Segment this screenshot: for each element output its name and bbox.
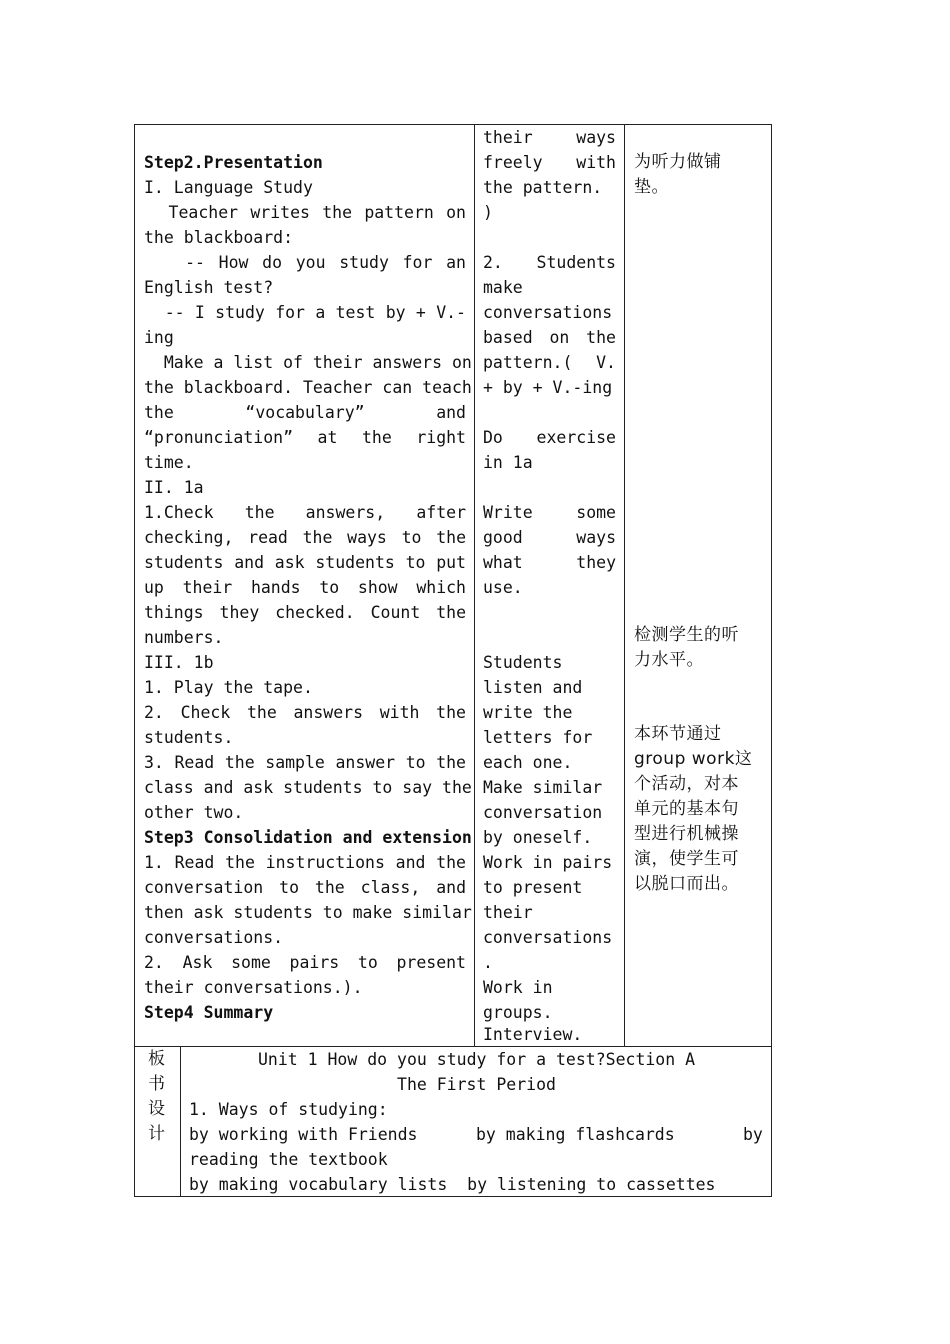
text-line: conversations. bbox=[144, 928, 284, 947]
text-line: Work in bbox=[483, 978, 553, 997]
text-line: 演，使学生可 bbox=[634, 849, 739, 869]
text-line: 检测学生的听 bbox=[634, 625, 739, 645]
text-line: good ways bbox=[483, 528, 616, 547]
text-line: -- I study for a test by + V.- bbox=[144, 303, 466, 322]
text-line: + by + V.-ing bbox=[483, 378, 613, 397]
text-line: class and ask students to say the bbox=[144, 778, 472, 797]
text-line: the pattern. bbox=[483, 178, 603, 197]
text-line: make bbox=[483, 278, 523, 297]
step3-heading: Step3 Consolidation and extension bbox=[144, 828, 472, 847]
text-line: 型进行机械操 bbox=[634, 824, 739, 844]
text-line: the blackboard. Teacher can teach bbox=[144, 378, 472, 397]
way-item: by bbox=[743, 1125, 763, 1144]
text-line: ) bbox=[483, 203, 493, 222]
text-line: write the bbox=[483, 703, 573, 722]
text-line: 力水平。 bbox=[634, 650, 704, 670]
text-line: Write some bbox=[483, 503, 616, 522]
text-line: Teacher writes the pattern on bbox=[144, 203, 466, 222]
text-line: 1. Play the tape. bbox=[144, 678, 313, 697]
board-label-char: 设 bbox=[148, 1099, 166, 1119]
text-line: their ways bbox=[483, 128, 616, 147]
text-line: the “vocabulary” and bbox=[144, 403, 466, 422]
text-line: -- How do you study for an bbox=[144, 253, 466, 272]
ways-heading: 1. Ways of studying: bbox=[189, 1100, 388, 1119]
text-line: conversation to the class, and bbox=[144, 878, 466, 897]
text-line: students and ask students to put bbox=[144, 553, 466, 572]
board-title: Unit 1 How do you study for a test?Section A bbox=[257, 1050, 696, 1069]
text-line: Interview. bbox=[483, 1025, 583, 1044]
text-line: checking, read the ways to the bbox=[144, 528, 466, 547]
text-line: conversations bbox=[483, 928, 613, 947]
text-line: freely with bbox=[483, 153, 616, 172]
text-line: groups. bbox=[483, 1003, 553, 1022]
text-line: 2. Students bbox=[483, 253, 616, 272]
text-line: group work这 bbox=[634, 749, 753, 769]
column-divider-1 bbox=[474, 124, 475, 1047]
text-line: II. 1a bbox=[144, 478, 204, 497]
way-item: by working with Friends bbox=[189, 1125, 418, 1144]
text-line: “pronunciation” at the right bbox=[144, 428, 466, 447]
text-line: their bbox=[483, 903, 533, 922]
board-subtitle: The First Period bbox=[397, 1075, 556, 1094]
text-line: ing bbox=[144, 328, 174, 347]
text-line: I. Language Study bbox=[144, 178, 313, 197]
text-line: in 1a bbox=[483, 453, 533, 472]
text-line: 以脱口而出。 bbox=[634, 874, 739, 894]
text-line: things they checked. Count the bbox=[144, 603, 466, 622]
board-label-char: 书 bbox=[148, 1074, 166, 1094]
text-line: Students bbox=[483, 653, 563, 672]
text-line: use. bbox=[483, 578, 523, 597]
board-label-char: 计 bbox=[148, 1124, 166, 1144]
text-line: 单元的基本句 bbox=[634, 799, 739, 819]
step4-heading: Step4 Summary bbox=[144, 1003, 274, 1022]
text-line: 2. Check the answers with the bbox=[144, 703, 466, 722]
text-line: 为听力做铺 bbox=[634, 152, 722, 172]
text-line: 本环节通过 bbox=[634, 724, 722, 744]
text-line: students. bbox=[144, 728, 234, 747]
text-line: . bbox=[483, 953, 493, 972]
text-line: 个活动，对本 bbox=[634, 774, 739, 794]
text-line: to present bbox=[483, 878, 583, 897]
text-line: III. 1b bbox=[144, 653, 214, 672]
text-line: then ask students to make similar bbox=[144, 903, 472, 922]
step2-heading: Step2.Presentation bbox=[144, 153, 323, 172]
text-line: Make similar bbox=[483, 778, 603, 797]
way-item: by making flashcards bbox=[476, 1125, 675, 1144]
text-line: other two. bbox=[144, 803, 244, 822]
text-line: conversations bbox=[483, 303, 613, 322]
text-line: Work in pairs bbox=[483, 853, 613, 872]
text-line: 垫。 bbox=[634, 177, 669, 197]
text-line: time. bbox=[144, 453, 194, 472]
text-line: up their hands to show which bbox=[144, 578, 466, 597]
way-item: reading the textbook bbox=[189, 1150, 388, 1169]
way-item: by making vocabulary lists by listening to cassettes bbox=[189, 1175, 716, 1194]
text-line: the blackboard: bbox=[144, 228, 294, 247]
text-line: their conversations.). bbox=[144, 978, 363, 997]
text-line: letters for bbox=[483, 728, 593, 747]
text-line: 3. Read the sample answer to the bbox=[144, 753, 466, 772]
text-line: listen and bbox=[483, 678, 583, 697]
text-line: conversation bbox=[483, 803, 603, 822]
board-label-char: 板 bbox=[148, 1049, 166, 1069]
column-divider-2 bbox=[624, 124, 625, 1047]
text-line: pattern.( V. bbox=[483, 353, 616, 372]
text-line: based on the bbox=[483, 328, 616, 347]
text-line: 1. Read the instructions and the bbox=[144, 853, 466, 872]
text-line: each one. bbox=[483, 753, 573, 772]
text-line: by oneself. bbox=[483, 828, 593, 847]
text-line: Make a list of their answers on bbox=[144, 353, 472, 372]
text-line: Do exercise bbox=[483, 428, 616, 447]
text-line: numbers. bbox=[144, 628, 224, 647]
text-line: 1.Check the answers, after bbox=[144, 503, 466, 522]
text-line: English test? bbox=[144, 278, 274, 297]
text-line: what they bbox=[483, 553, 616, 572]
text-line: 2. Ask some pairs to present bbox=[144, 953, 466, 972]
